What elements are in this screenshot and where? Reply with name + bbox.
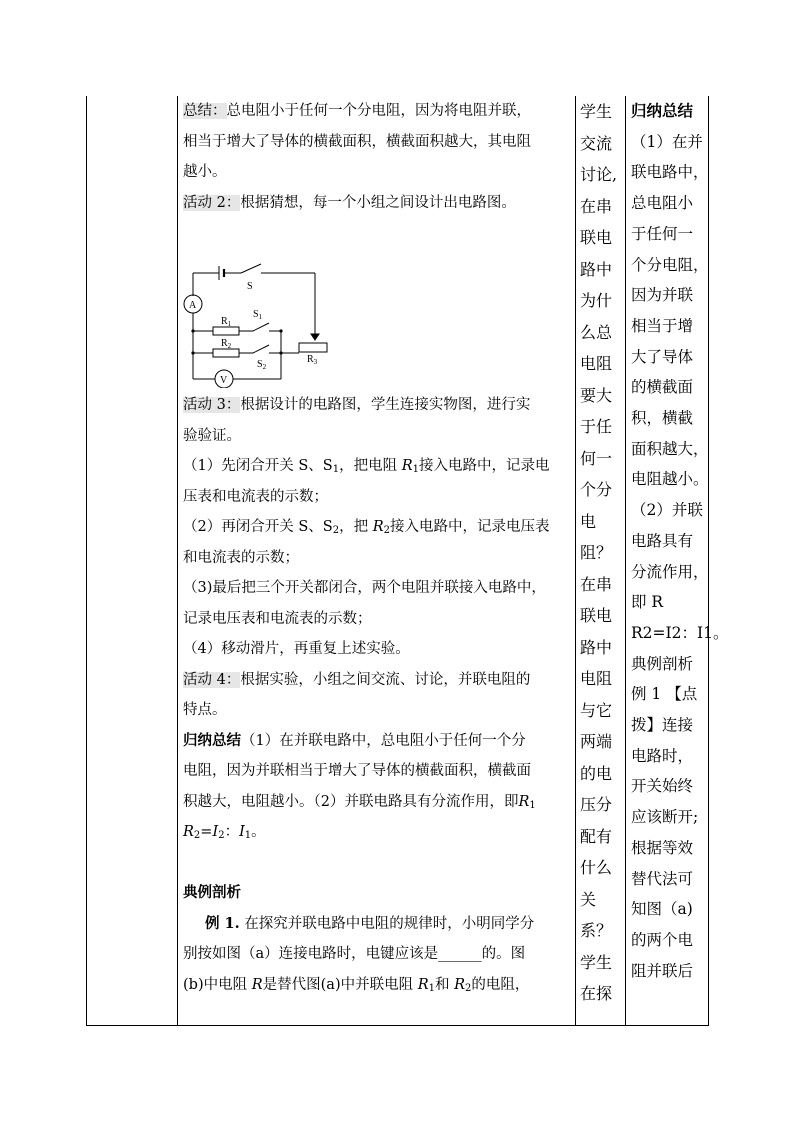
step-3-line-2: 记录电压表和电流表的示数； <box>183 610 372 627</box>
rheostat-r3 <box>299 343 327 352</box>
summary-column-line: 因为并联 <box>631 286 694 305</box>
summary-line-1: 总结：总电阻小于任何一个分电阻，因为将电阻并联， <box>183 103 531 119</box>
student-column-line: 路中 <box>580 259 613 279</box>
switch-s-blade <box>241 264 261 273</box>
teaching-content-column <box>183 96 569 1000</box>
summary-column-line: 即 R <box>631 593 664 612</box>
example-heading: 典例剖析 <box>183 884 241 901</box>
summary-column-line: 电路具有 <box>631 531 694 550</box>
summary-column-line: 例 1 【点 <box>631 685 698 704</box>
switch-s-label: S <box>247 281 253 292</box>
table-border-left <box>86 96 87 1026</box>
switch-s1-label: $S_1$ <box>253 309 263 321</box>
induction-label: 归纳总结 <box>183 731 241 749</box>
student-column-line: 联电 <box>580 228 613 247</box>
activity-3-label: 活动 3： <box>183 397 241 413</box>
step-3: （3)最后把三个开关都闭合，两个电阻并联接入电路中， <box>183 580 546 596</box>
summary-column-line: （1）在并 <box>631 132 703 151</box>
activity-4-label: 活动 4： <box>183 671 241 688</box>
student-column-line: 么总 <box>580 322 613 342</box>
summary-column-line: 典例剖析 <box>631 654 694 673</box>
summary-column-line: 积，横截 <box>631 409 694 428</box>
summary-column-line: 开关始终 <box>631 777 694 796</box>
resistor-r2 <box>213 349 239 357</box>
student-column-line: 何一 <box>580 448 613 468</box>
voltmeter-label: V <box>220 375 228 386</box>
student-column-line: 电阻 <box>580 669 613 688</box>
activity-3: 活动 3：根据设计的电路图，学生连接实物图，进行实 <box>183 397 531 413</box>
student-column-line: 电阻 <box>580 354 613 373</box>
summary-label: 总结： <box>183 103 227 119</box>
summary-column-line: 分流作用， <box>631 562 709 581</box>
summary-line-3: 越小。 <box>183 164 227 180</box>
step-1-line-2: 压表和电流表的示数； <box>183 488 328 505</box>
student-column-line: 与它 <box>580 700 613 720</box>
step-2: （2）再闭合开关 S、$S_2$，把 $R_2$接入电路中，记录电压表 <box>183 519 550 536</box>
induction-summary: 归纳总结（1）在并联电路中，总电阻小于任何一个分 <box>183 731 526 749</box>
summary-column-heading: 归纳总结 <box>631 101 694 120</box>
switch-s2-label: $S_2$ <box>257 359 267 371</box>
student-column-line: 阻？ <box>580 543 613 562</box>
table-divider-1 <box>177 96 178 1026</box>
summary-column-line: 大了导体 <box>631 347 694 366</box>
summary-column-line: 拨】连接 <box>631 716 694 735</box>
summary-column-line: 个分电阻， <box>631 255 709 274</box>
junction-dot-3 <box>279 329 282 332</box>
summary-column-line: R2=I2：I1。 <box>631 623 729 642</box>
table-divider-3 <box>625 96 626 1026</box>
activity-2-label: 活动 2： <box>183 194 241 211</box>
student-activity-column <box>577 96 623 1010</box>
summary-column-line: 电阻越小。 <box>631 470 709 489</box>
student-column-line: 于任 <box>580 417 613 436</box>
student-column-line: 电 <box>580 511 597 531</box>
student-column-line: 学生 <box>580 102 613 121</box>
activity-4-line-2: 特点。 <box>183 702 227 718</box>
ammeter-label: A <box>189 300 197 311</box>
resistor-r1-label: $R_1$ <box>221 316 232 328</box>
resistor-r1 <box>213 327 239 335</box>
student-column-line: 在串 <box>580 574 613 594</box>
student-column-line: 个分 <box>580 480 613 499</box>
step-4: （4）移动滑片，再重复上述实验。 <box>183 641 410 657</box>
summary-column-line: 阻并联后 <box>631 961 694 980</box>
junction-dot-1 <box>191 329 194 332</box>
summary-column-line: 面积越大， <box>631 439 709 458</box>
resistor-r2-label: $R_2$ <box>221 338 232 350</box>
induction-line-3: 积越大，电阻越小。（2）并联电路具有分流作用，即$R_1$ <box>183 793 536 811</box>
rheostat-slider-arrow <box>311 334 319 340</box>
summary-column <box>628 96 729 986</box>
student-column-line: 交流 <box>580 133 613 153</box>
summary-column-line: 根据等效 <box>631 838 694 857</box>
activity-2: 活动 2：根据猜想，每一个小组之间设计出电路图。 <box>183 194 516 211</box>
summary-column-lines <box>628 127 729 987</box>
student-column-line: 为什 <box>580 291 613 310</box>
activity-3-line-2: 验验证。 <box>183 427 241 444</box>
student-column-line: 在探 <box>580 984 613 1003</box>
summary-column-line: 知图（a) <box>631 900 693 919</box>
student-column-line: 关 <box>580 889 597 909</box>
junction-dot-2 <box>191 351 194 354</box>
step-1: （1）先闭合开关 S、$S_1$，把电阻 $R_1$接入电路中，记录电 <box>183 458 550 475</box>
student-column-line: 两端 <box>580 732 613 751</box>
summary-column-line: 的两个电 <box>631 930 694 949</box>
circuit-diagram <box>183 260 343 388</box>
example-1-line-2: 别按如图（a）连接电路时，电键应该是______的。图 <box>183 946 526 962</box>
student-column-line: 要大 <box>580 385 613 405</box>
student-column-line: 配有 <box>580 826 613 846</box>
induction-line-4: $R_2=I_2$：$I_1$。 <box>183 824 266 841</box>
induction-line-2: 电阻，因为并联相当于增大了导体的横截面积，横截面 <box>183 763 531 779</box>
junction-dot-4 <box>279 351 282 354</box>
table-bottom-border <box>86 1025 709 1026</box>
student-column-line: 的电 <box>580 763 613 783</box>
summary-line-2: 相当于增大了导体的横截面积，横截面积越大，其电阻 <box>183 133 531 150</box>
example-1-line-1: 例 1. 在探究并联电路中电阻的规律时，小明同学分 <box>205 914 535 932</box>
step-2-line-2: 和电流表的示数； <box>183 549 299 566</box>
summary-column-line: 替代法可 <box>631 869 694 888</box>
summary-column-line: 的横截面 <box>631 378 694 397</box>
summary-column-line: 电路时， <box>631 746 694 765</box>
student-column-line: 学生 <box>580 952 613 972</box>
student-column-line: 路中 <box>580 637 613 657</box>
table-divider-2 <box>575 96 576 1026</box>
summary-column-line: 总电阻小 <box>631 194 694 213</box>
summary-column-line: 于任何一 <box>631 224 694 243</box>
student-column-line: 系？ <box>580 921 613 940</box>
summary-column-line: 相当于增 <box>631 316 694 335</box>
summary-column-line: （2）并联 <box>631 501 703 520</box>
activity-4: 活动 4：根据实验，小组之间交流、讨论，并联电阻的 <box>183 671 531 688</box>
student-column-line: 联电 <box>580 606 613 625</box>
rheostat-r3-label: $R_3$ <box>307 354 318 366</box>
student-column-line: 压分 <box>580 795 613 814</box>
summary-column-line: 联电路中， <box>631 163 709 182</box>
student-column-line: 在串 <box>580 196 613 216</box>
student-column-line: 什么 <box>580 858 613 877</box>
switch-s2-blade <box>253 345 269 353</box>
blank-line <box>183 848 569 879</box>
example-1-line-3: (b)中电阻 R是替代图(a)中并联电阻 $R_1$和 $R_2$的电阻， <box>183 976 530 994</box>
example-label: 例 1. <box>205 914 240 932</box>
summary-column-line: 应该断开; <box>631 808 699 827</box>
student-column-line: 讨论, <box>580 165 618 184</box>
switch-s1-blade <box>253 323 269 331</box>
